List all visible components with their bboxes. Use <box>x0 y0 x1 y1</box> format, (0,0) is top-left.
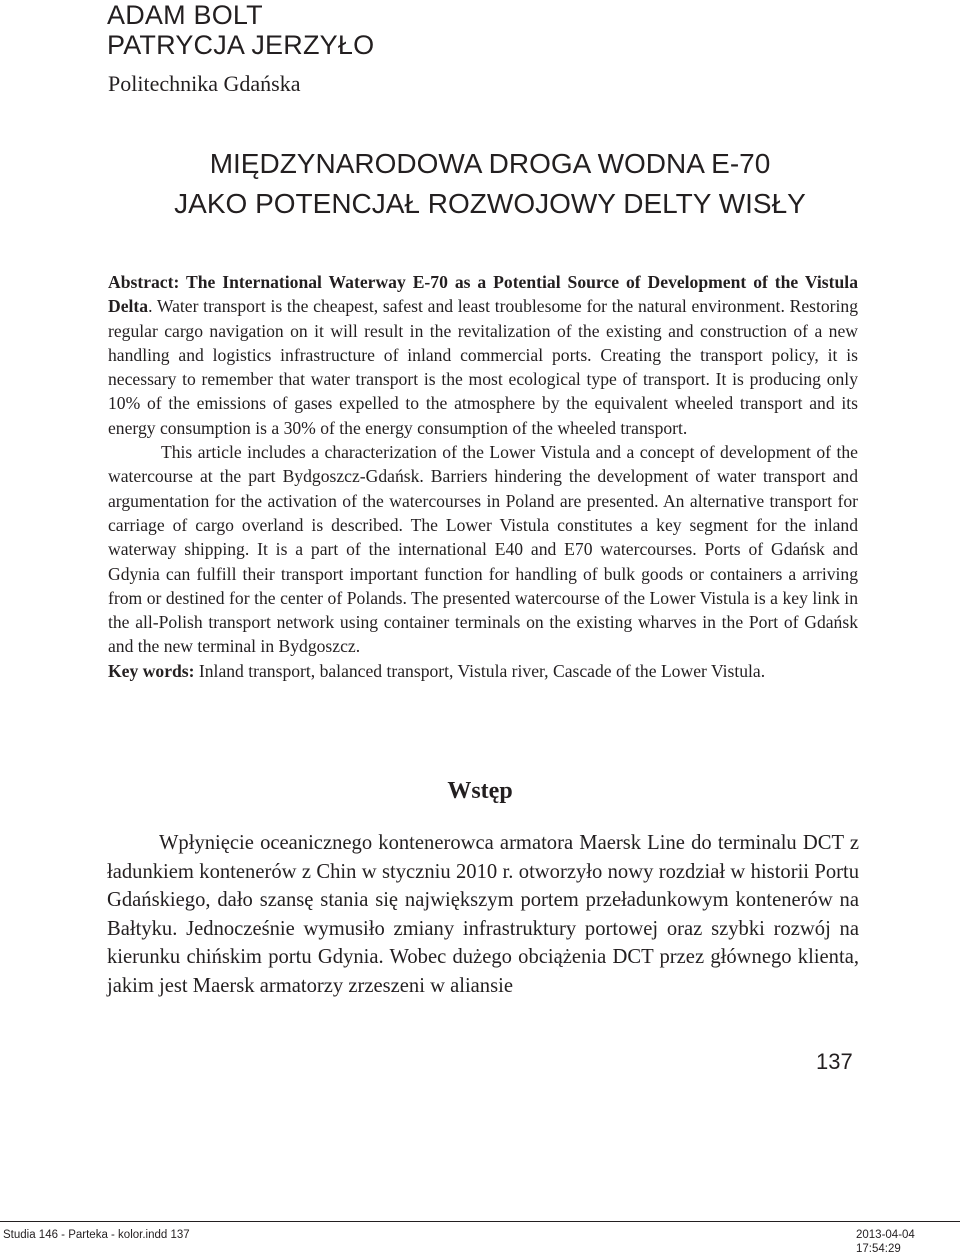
section-heading: Wstęp <box>447 778 513 804</box>
author-name-1: ADAM BOLT <box>107 0 263 30</box>
footer-timestamp: 2013-04-04 17:54:29 <box>856 1229 915 1255</box>
abstract-paragraph-1 <box>108 270 858 440</box>
keywords-label: Key words: <box>108 660 195 681</box>
body-paragraph-1: Wpłynięcie oceanicznego kontenerowca armatora Maersk Line do terminalu DCT z ładunkiem kontenerów z Chin w styczniu 2010 r. otworzyło nowy rozdział w historii Portu Gdańskiego, dało szansę stania się największym portem przeładunkowym kontenerów na Bałtyku. Jednocześnie wymusiło zmiany infrastruktury portowej oraz szybki rozwój na kierunku chińskim portu Gdynia. Wobec dużego obciążenia DCT przez głównego klienta, jakim jest Maersk armatorzy zrzeszeni w aliansie <box>107 832 859 997</box>
author-name-2: PATRYCJA JERZYŁO <box>107 30 375 60</box>
abstract-label: Abstract: The International Waterway E-70 as a Potential Source of Development of the Vistula Delta <box>108 272 858 317</box>
page-number: 137 <box>816 1049 853 1074</box>
section-body <box>107 829 859 1000</box>
abstract-block <box>108 270 858 683</box>
keywords-text: Inland transport, balanced transport, Vistula river, Cascade of the Lower Vistula. <box>194 660 766 681</box>
abstract-paragraph-2: This article includes a characterization of the Lower Vistula and a concept of development of the watercourse at the part Bydgoszcz-Gdańsk. Barriers hindering the development of water transport and argumentation for the activation of the watercourses in Poland are presented. An alternative transport for carriage of cargo overland is described. The Lower Vistula constitutes a key segment for the inland waterway shipping. It is a part of the international E40 and E70 watercourses. Ports of Gdańsk and Gdynia can fulfill their transport important function for handling of bulk goods or containers a arriving from or destined for the center of Polands. The presented watercourse of the Lower Vistula is a key link in the all-Polish transport network using container terminals on the existing wharves in the Port of Gdańsk and the new terminal in Bydgoszcz. <box>108 442 858 657</box>
footer-divider <box>0 1221 960 1222</box>
keywords-line <box>108 659 858 683</box>
author-affiliation: Politechnika Gdańska <box>108 71 301 96</box>
abstract-text-1: . Water transport is the cheapest, safest and least troublesome for the natural environment. Restoring regular cargo navigation on it will result in the revitalization of the existing and construction of a new handling and logistics infrastructure of inland commercial ports. Creating the transport policy, it is necessary to remember that water transport is the most ecological type of transport. It is producing only 10% of the emissions of gases expelled to the atmosphere by the equivalent wheeled transport and its energy consumption is a 30% of the energy consumption of the wheeled transport. <box>108 296 858 438</box>
footer-file-info: Studia 146 - Parteka - kolor.indd 137 <box>3 1229 190 1241</box>
article-title-line-2: JAKO POTENCJAŁ ROZWOJOWY DELTY WISŁY <box>174 188 806 219</box>
article-title-line-1: MIĘDZYNARODOWA DROGA WODNA E-70 <box>209 148 771 179</box>
